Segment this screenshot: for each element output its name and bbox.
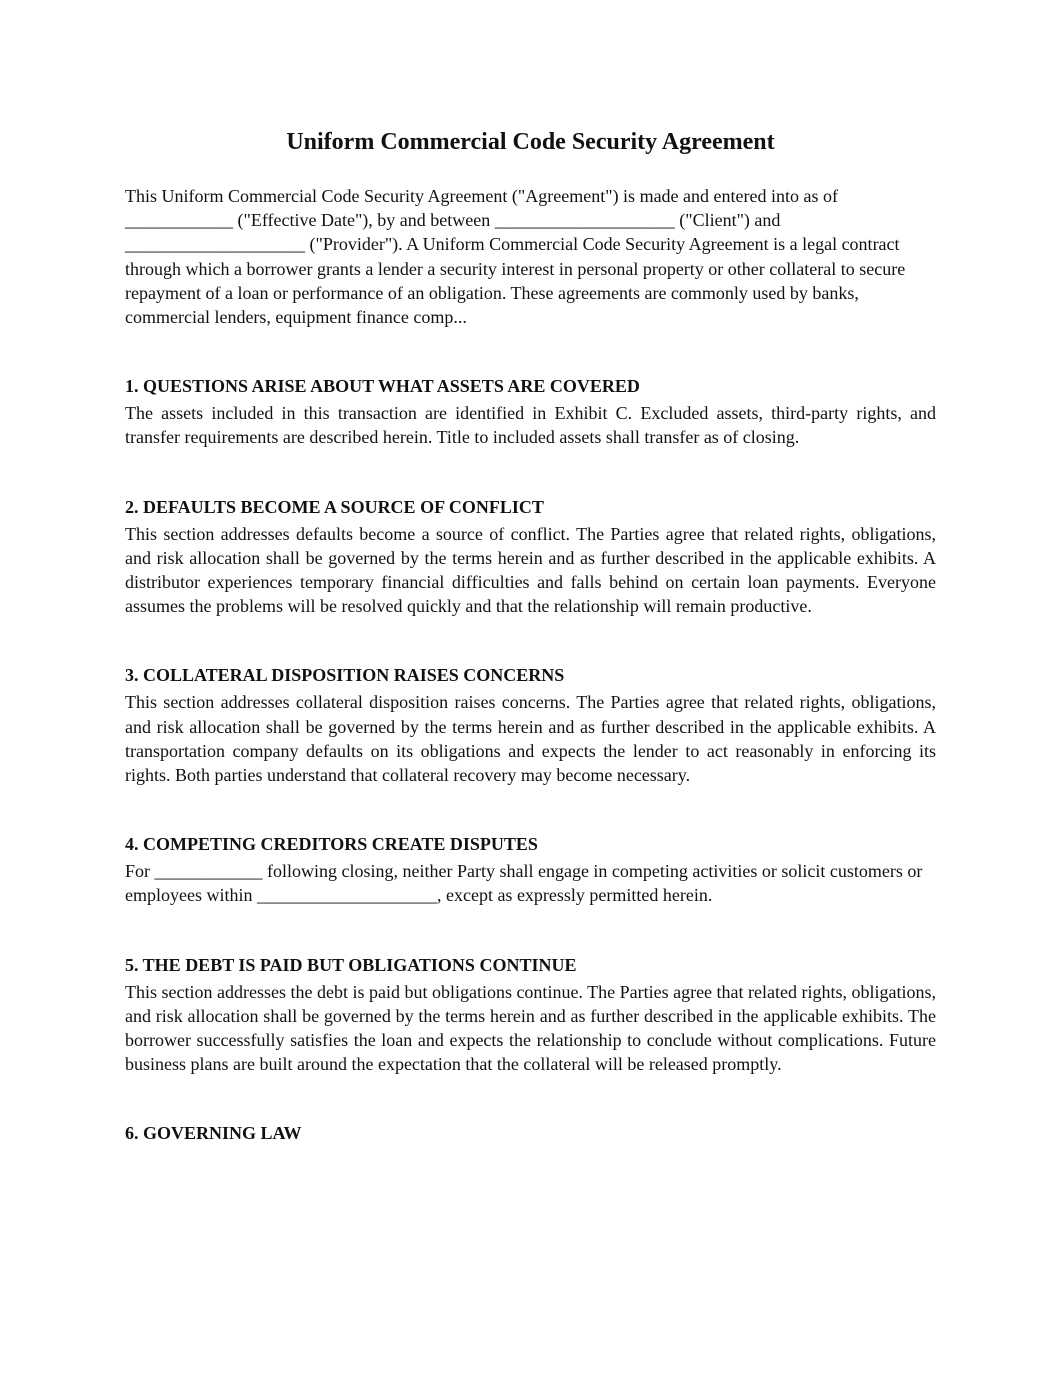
section-4 xyxy=(125,832,936,907)
section-body: This section addresses collateral disposition raises concerns. The Parties agree that related rights, obligations, and risk allocation shall be governed by the terms herein and as further described in the applicable exhibits. A transportation company defaults on its obligations and expects the lender to act reasonably in enforcing its rights. Both parties understand that collateral recovery may become necessary. xyxy=(125,692,936,786)
section-heading: 3. COLLATERAL DISPOSITION RAISES CONCERNS xyxy=(125,665,565,686)
section-heading: 6. GOVERNING LAW xyxy=(125,1123,302,1144)
section-3 xyxy=(125,663,936,787)
intro-paragraph: This Uniform Commercial Code Security Agreement ("Agreement") is made and entered into as of ____________ ("Effective Date"), by and between ____________________ ("Client") and ____________________ ("Provider"). A Uniform Commercial Code Security Agreement is a legal contract through which a borrower grants a lender a security interest in personal property or other collateral to secure repayment of a loan or performance of an obligation. These agreements are commonly used by banks, commercial lenders, equipment finance comp... xyxy=(125,186,906,328)
section-body: This section addresses the debt is paid but obligations continue. The Parties agree that related rights, obligations, and risk allocation shall be governed by the terms herein and as further described in the applicable exhibits. The borrower successfully satisfies the loan and expects the relationship to conclude without complications. Future business plans are built around the expectation that the collateral will be released promptly. xyxy=(125,981,936,1075)
section-heading: 1. QUESTIONS ARISE ABOUT WHAT ASSETS ARE COVERED xyxy=(125,376,640,397)
section-body: For ____________ following closing, neither Party shall engage in competing activities or solicit customers or employees within ____________________, except as expressly permitted herein. xyxy=(125,861,923,906)
section-body: The assets included in this transaction are identified in Exhibit C. Excluded assets, third-party rights, and transfer requirements are described herein. Title to included assets shall transfer as of closing. xyxy=(125,403,936,448)
section-6 xyxy=(125,1121,936,1145)
section-1 xyxy=(125,374,936,449)
section-heading: 2. DEFAULTS BECOME A SOURCE OF CONFLICT xyxy=(125,496,544,517)
section-2 xyxy=(125,495,936,619)
section-body: This section addresses defaults become a source of conflict. The Parties agree that related rights, obligations, and risk allocation shall be governed by the terms herein and as further described in the applicable exhibits. A distributor experiences temporary financial difficulties and falls behind on certain loan payments. Everyone assumes the problems will be resolved quickly and that the relationship will remain productive. xyxy=(125,523,936,617)
document-content xyxy=(125,120,936,1148)
section-heading: 5. THE DEBT IS PAID BUT OBLIGATIONS CONTINUE xyxy=(125,954,577,975)
document-title: Uniform Commercial Code Security Agreement xyxy=(286,129,775,155)
section-heading: 4. COMPETING CREDITORS CREATE DISPUTES xyxy=(125,834,538,855)
section-5 xyxy=(125,953,936,1077)
